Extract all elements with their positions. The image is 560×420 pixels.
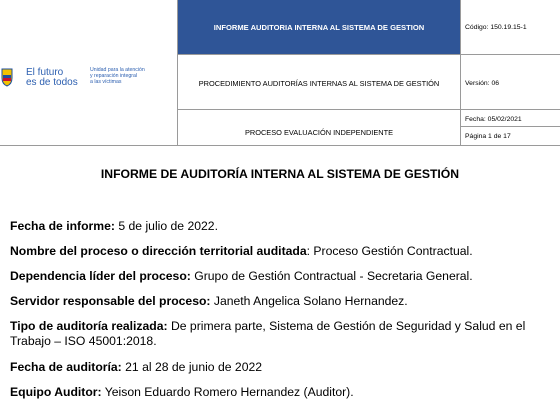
date-cell	[461, 110, 560, 127]
field-audited-process	[10, 244, 550, 259]
header-title-column	[178, 0, 460, 145]
logo-unit-line3: a las víctimas	[90, 79, 122, 85]
page-number: Página 1 de 17	[465, 133, 511, 140]
header-procedure-cell	[178, 55, 460, 110]
field-responsible-officer	[10, 294, 550, 309]
field-label: Tipo de auditoría realizada:	[10, 319, 168, 333]
field-audit-date	[10, 360, 550, 375]
header-title-cell	[178, 0, 460, 55]
document-date: Fecha: 05/02/2021	[465, 116, 522, 123]
field-value: Janeth Angelica Solano Hernandez.	[210, 294, 408, 308]
field-label: Nombre del proceso o dirección territorial auditada	[10, 244, 307, 258]
field-label: Equipo Auditor:	[10, 385, 102, 399]
logo-slogan	[26, 68, 88, 88]
field-label: Fecha de informe:	[10, 219, 115, 233]
logo-unit-line1: Unidad para la atención	[90, 67, 145, 73]
logo-slogan-line1: El futuro	[26, 67, 64, 78]
version-cell	[461, 55, 560, 110]
page-cell	[461, 127, 560, 145]
field-label: Fecha de auditoría:	[10, 360, 122, 374]
logo-slogan-line2: es de todos	[26, 77, 78, 88]
entity-logo	[0, 65, 178, 91]
document-header	[0, 0, 560, 145]
header-report-title: INFORME AUDITORIA INTERNA AL SISTEMA DE GESTION	[213, 23, 425, 32]
coat-of-arms-icon	[0, 67, 14, 87]
logo-unit-line2: y reparación integral	[90, 73, 138, 79]
field-value: 21 al 28 de junio de 2022	[121, 360, 263, 374]
field-value: Grupo de Gestión Contractual - Secretaria General.	[190, 269, 473, 283]
date-page-cell	[461, 110, 560, 145]
header-divider	[0, 145, 560, 146]
field-value: Yeison Eduardo Romero Hernandez (Auditor).	[101, 385, 354, 399]
field-label: Servidor responsable del proceso:	[10, 294, 211, 308]
logo-cell	[0, 0, 178, 145]
header-process: PROCESO EVALUACIÓN INDEPENDIENTE	[244, 128, 394, 137]
header-process-cell	[178, 110, 460, 145]
field-value: De primera parte, Sistema de Gestión de Seguridad y Salud en el Trabajo – ISO 45001:2018.	[10, 319, 526, 348]
field-value: 5 de julio de 2022.	[114, 219, 218, 233]
field-audit-type	[10, 319, 550, 349]
header-procedure: PROCEDIMIENTO AUDITORÍAS INTERNAS AL SISTEMA DE GESTIÓN	[198, 79, 440, 88]
field-report-date	[10, 219, 550, 234]
field-lead-dependency	[10, 269, 550, 284]
document-version: Versión: 06	[465, 80, 500, 87]
field-label: Dependencia líder del proceso:	[10, 269, 191, 283]
header-meta-column	[460, 0, 560, 145]
document-title: INFORME DE AUDITORÍA INTERNA AL SISTEMA DE GESTIÓN	[100, 167, 460, 181]
document-code: Código: 150.19.15-1	[465, 24, 527, 31]
logo-unit-name	[90, 67, 176, 85]
field-value: : Proceso Gestión Contractual.	[306, 244, 473, 258]
field-audit-team	[10, 385, 550, 400]
code-cell	[461, 0, 560, 55]
